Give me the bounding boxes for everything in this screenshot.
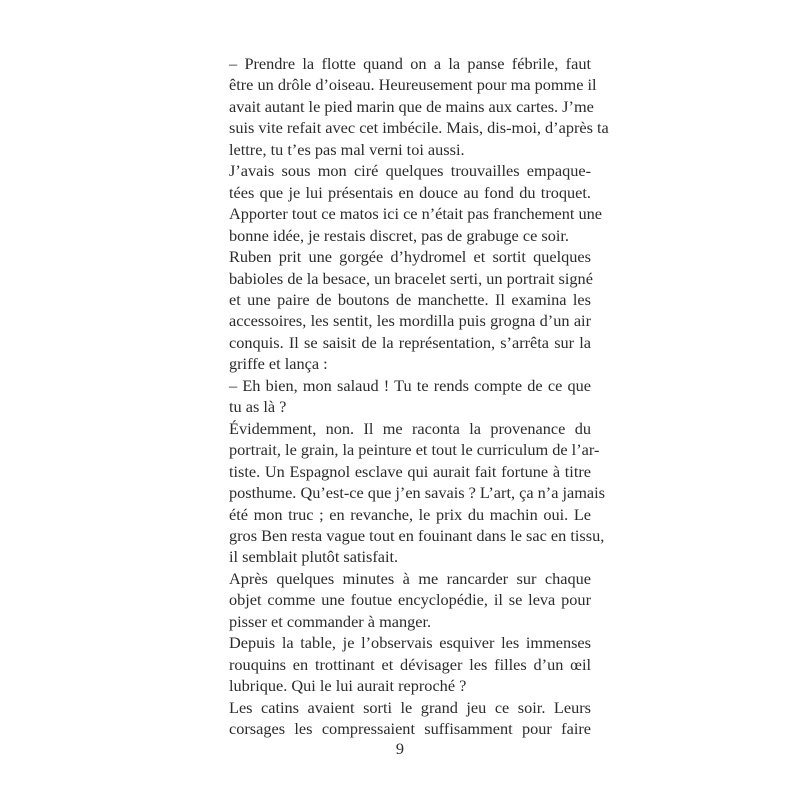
text-line: bonne idée, je restais discret, pas de grabuge ce soir. xyxy=(229,225,569,245)
text-line: tées que je lui présentais en douce au fond du troquet. xyxy=(229,182,591,202)
text-line: tu as là ? xyxy=(229,397,287,417)
text-line: lubrique. Qui le lui aurait reproché ? xyxy=(229,676,467,696)
text-line: lettre, tu t’es pas mal verni toi aussi. xyxy=(229,139,465,159)
text-line: conquis. Il se saisit de la représentation, s’arrêta sur la xyxy=(229,332,591,352)
text-line: rouquins en trottinant et dévisager les filles d’un œil xyxy=(229,654,591,674)
text-line: Les catins avaient sorti le grand jeu ce soir. Leurs xyxy=(229,697,591,717)
text-line: tiste. Un Espagnol esclave qui aurait fait fortune à titre xyxy=(229,461,591,481)
text-line: corsages les compressaient suffisamment pour faire xyxy=(229,719,591,739)
paragraph xyxy=(211,418,605,568)
text-line: Depuis la table, je l’observais esquiver les immenses xyxy=(229,633,591,653)
text-line: griffe et lança : xyxy=(229,354,328,374)
text-line: – Eh bien, mon salaud ! Tu te rends compte de ce que xyxy=(229,375,591,395)
text-line: Apporter tout ce matos ici ce n’était pas franchement une xyxy=(229,204,602,224)
page-number: 9 xyxy=(395,739,405,758)
text-line: il semblait plutôt satisfait. xyxy=(229,547,399,567)
text-line: suis vite refait avec cet imbécile. Mais, dis-moi, d’après ta xyxy=(229,118,609,138)
text-line: portrait, le grain, la peinture et tout le curriculum de l’ar- xyxy=(229,440,600,460)
text-line: été mon truc ; en revanche, le prix du machin oui. Le xyxy=(229,504,591,524)
paragraph xyxy=(211,632,591,696)
text-line: accessoires, les sentit, les mordilla puis grogna d’un air xyxy=(229,311,591,331)
text-line: avait autant le pied marin que de mains aux cartes. J’me xyxy=(229,96,594,116)
paragraph xyxy=(211,53,609,160)
text-line: gros Ben resta vague tout en fouinant dans le sac en tissu, xyxy=(229,525,605,545)
body-text xyxy=(211,53,609,740)
text-line: être un drôle d’oiseau. Heureusement pour ma pomme il xyxy=(229,75,597,95)
text-line: Après quelques minutes à me rancarder sur chaque xyxy=(229,568,591,588)
text-line: – Prendre la flotte quand on a la panse fébrile, faut xyxy=(229,54,591,73)
paragraph xyxy=(211,375,591,418)
text-line: J’avais sous mon ciré quelques trouvailles empaque- xyxy=(229,161,591,181)
paragraph xyxy=(211,160,602,246)
text-line: babioles de la besace, un bracelet serti, un portrait signé xyxy=(229,268,593,288)
text-line: posthume. Qu’est-ce que j’en savais ? L’art, ça n’a jamais xyxy=(229,483,605,503)
text-line: et une paire de boutons de manchette. Il examina les xyxy=(229,289,591,309)
text-line: objet comme une foutue encyclopédie, il se leva pour xyxy=(229,590,591,610)
paragraph xyxy=(211,568,591,632)
text-line: Ruben prit une gorgée d’hydromel et sortit quelques xyxy=(229,247,591,267)
text-line: Évidemment, non. Il me raconta la provenance du xyxy=(229,418,591,438)
text-line: pisser et commander à manger. xyxy=(229,611,432,631)
paragraph xyxy=(211,246,591,375)
paragraph xyxy=(211,697,591,740)
